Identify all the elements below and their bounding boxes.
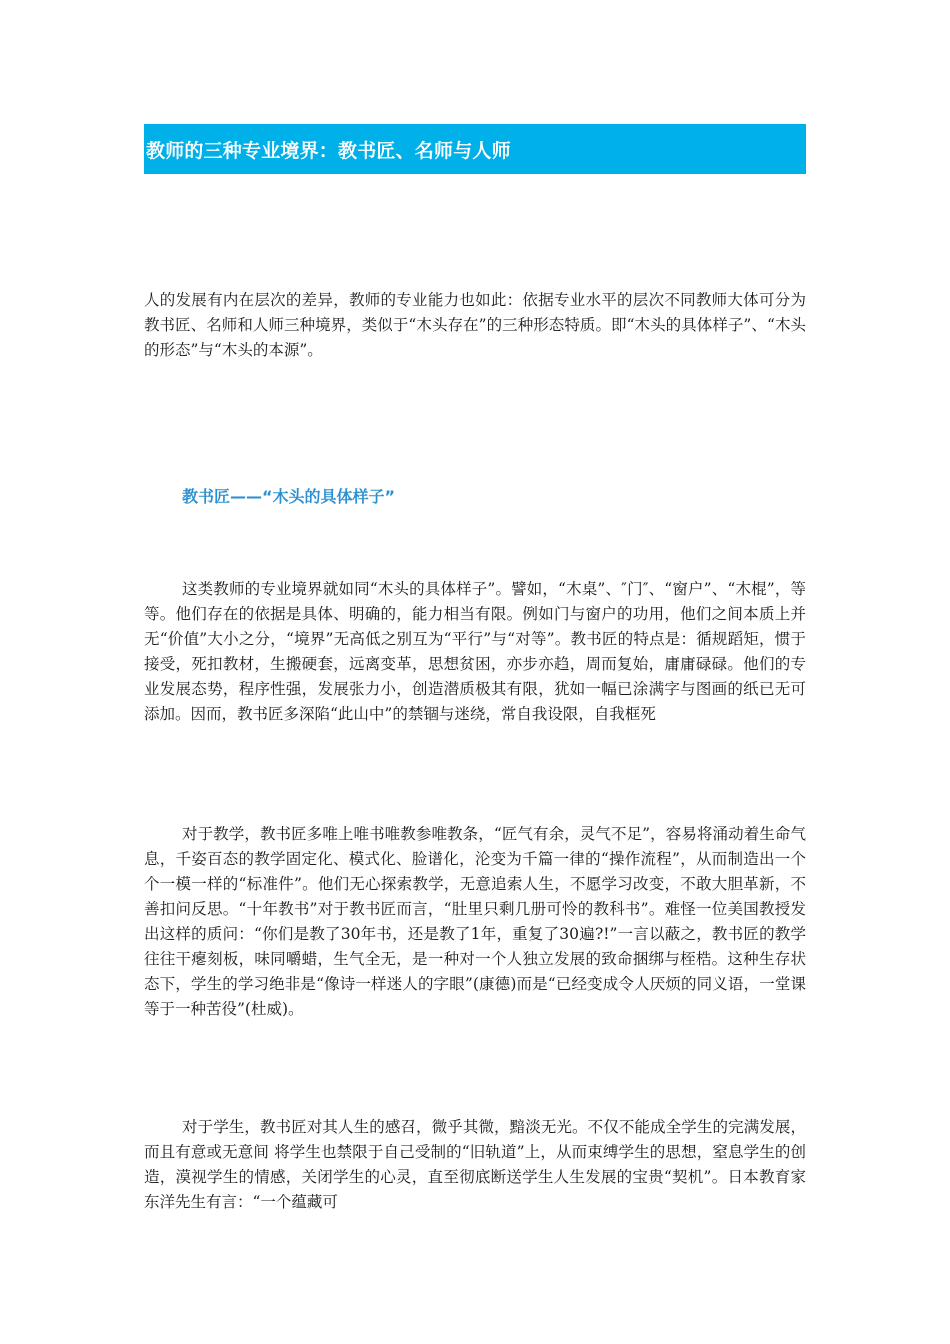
body-paragraph-2: 对于教学，教书匠多唯上唯书唯教参唯教条，“匠气有余，灵气不足”，容易将涌动着生命气息，千姿百态的教学固定化、模式化、脸谱化，沦变为千篇一律的“操作流程”，从而制造出一个个一模一样的“标准件”。他们无心探索教学，无意追索人生，不愿学习改变，不敢大胆革新，不善扣问反思。“十年教书”对于教书匠而言，“肚里只剩几册可怜的教科书”。难怪一位美国教授发出这样的质问：“你们是教了30年书，还是教了1年，重复了30遍?!”一言以蔽之，教书匠的教学往往干瘪刻板，味同嚼蜡，生气全无，是一种对一个人独立发展的致命捆绑与桎梏。这种生存状态下，学生的学习绝非是“像诗一样迷人的字眼”(康德)而是“已经变成令人厌烦的同义语，一堂课等于一种苦役”(杜威)。 — [144, 825, 806, 1018]
intro-paragraph: 人的发展有内在层次的差异，教师的专业能力也如此：依据专业水平的层次不同教师大体可分为教书匠、名师和人师三种境界，类似于“木头存在”的三种形态特质。即“木头的具体样子”、“木头的形态”与“木头的本源”。 — [144, 291, 806, 359]
title-banner — [144, 124, 806, 174]
body-paragraph-3: 对于学生，教书匠对其人生的感召，微乎其微，黯淡无光。不仅不能成全学生的完满发展，而且有意或无意间 将学生也禁限于自己受制的“旧轨道”上，从而束缚学生的思想，窒息学生的创造，漠视学生的情感，关闭学生的心灵，直至彻底断送学生人生发展的宝贵“契机”。日本教育家东洋先生有言：“一个蕴藏可 — [144, 1118, 806, 1211]
document-title: 教师的三种专业境界：教书匠、名师与人师 — [146, 139, 511, 162]
body-paragraph-1: 这类教师的专业境界就如同“木头的具体样子”。譬如，“木桌”、″门″、“窗户”、“木棍”，等等。他们存在的依据是具体、明确的，能力相当有限。例如门与窗户的功用，他们之间本质上并无“价值”大小之分，“境界”无高低之别互为“平行”与“对等”。教书匠的特点是：循规蹈矩，惯于接受，死扣教材，生搬硬套，远离变革，思想贫困，亦步亦趋，周而复始，庸庸碌碌。他们的专业发展态势，程序性强，发展张力小，创造潜质极其有限，犹如一幅已涂满字与图画的纸已无可添加。因而，教书匠多深陷“此山中”的禁锢与迷绕，常自我设限，自我框死 — [144, 580, 806, 723]
section-heading-jiaoshujiang: 教书匠——“木头的具体样子” — [182, 487, 396, 506]
